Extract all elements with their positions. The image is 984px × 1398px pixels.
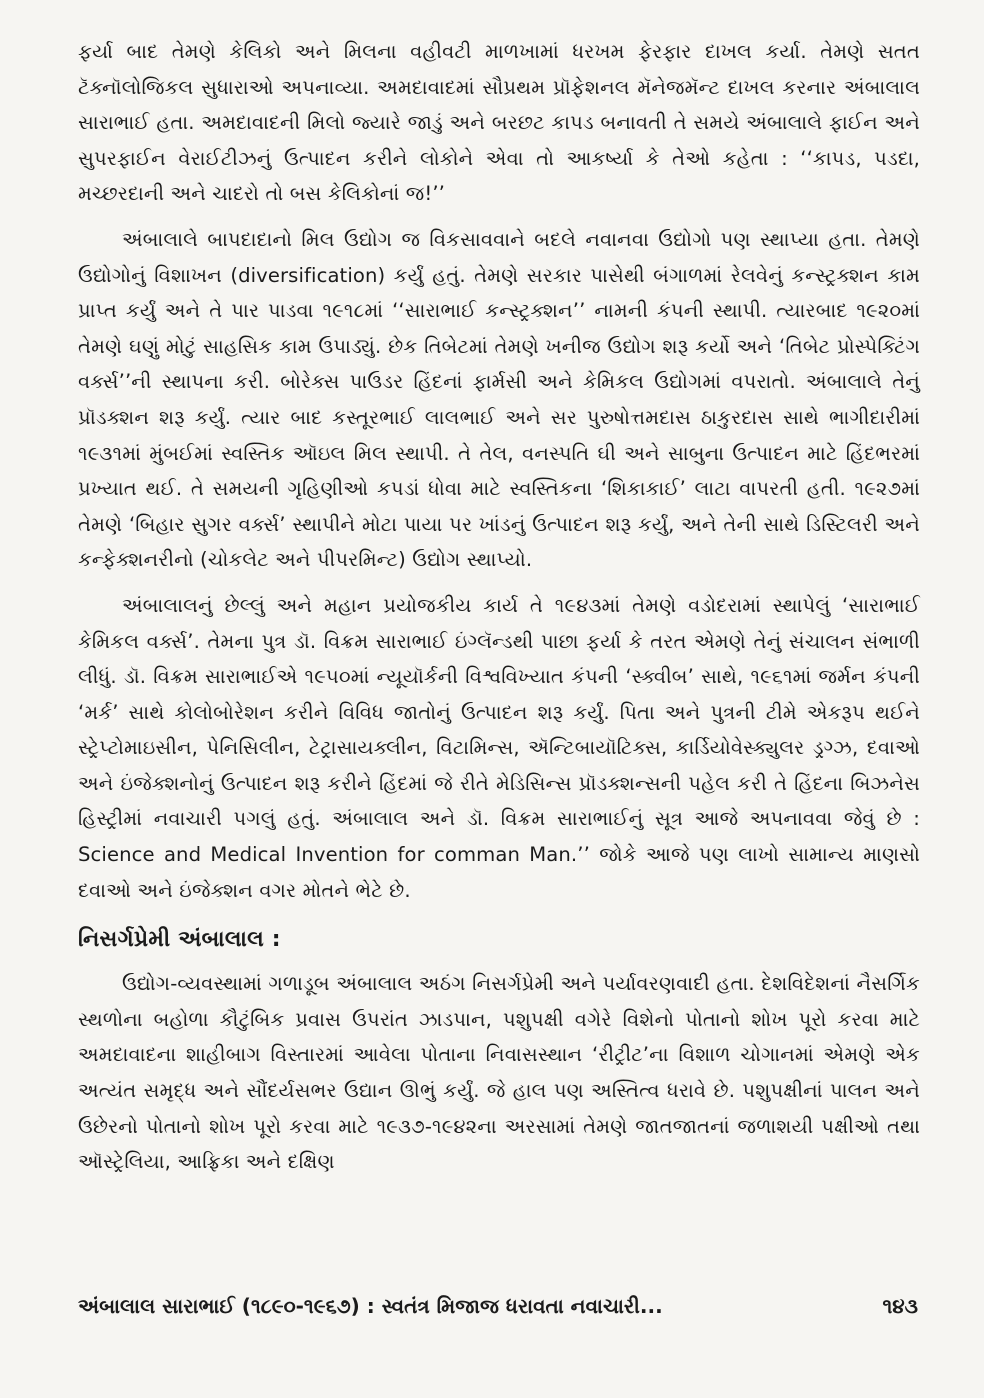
section-heading: નિસર્ગપ્રેમી અંબાલાલ : [78, 927, 281, 953]
paragraph-sarabhai-chemicals: અંબાલાલનું છેલ્લું અને મહાન પ્રયોજકીય કાર્ય તે ૧૯૪૩માં તેમણે વડોદરામાં સ્થાપેલું ‘સારાભાઈ કેમિકલ વર્ક્સ’. તેમના પુત્ર ડૉ. વિક્રમ સારાભાઈ ઇંગ્લૅન્ડથી પાછા ફર્યા કે તરત એમણે તેનું સંચાલન સંભાળી લીધું. ડૉ. વિક્રમ સારાભાઈએ ૧૯૫૦માં ન્યૂયૉર્કની વિશ્વવિખ્યાત કંપની ‘સ્ક્વીબ’ સાથે, ૧૯૬૧માં જર્મન કંપની ‘મર્ક’ સાથે કોલોબોરેશન કરીને વિવિધ જાતોનું ઉત્પાદન શરૂ કર્યું. પિતા અને પુત્રની ટીમે એકરૂપ થઈને સ્ટ્રેપ્ટોમાઇસીન, પેનિસિલીન, ટેટ્રાસાયક્લીન, વિટામિન્સ, ઍન્ટિબાયૉટિક્સ, કાર્ડિયોવેસ્ક્યુલર ડ્રગ્ઝ, દવાઓ અને ઇંજેક્શનોનું ઉત્પાદન શરૂ કરીને હિંદમાં જે રીતે મેડિસિન્સ પ્રૉડક્શન્સની પહેલ કરી તે હિંદના બિઝનેસ હિસ્ટ્રીમાં નવાચારી પગલું હતું. અંબાલાલ અને ડૉ. વિક્રમ સારાભાઈનું સૂત્ર આજે અપનાવવા જેવું છે : Science and Medical Invention for comman Man.’’ જોકે આજે પણ લાખો સામાન્ય માણસો દવાઓ અને ઇંજેક્શન વગર મોતને ભેટે છે. [78, 593, 920, 902]
paragraph-calico-reforms: ફર્યા બાદ તેમણે કેલિકો અને મિલના વહીવટી માળખામાં ધરખમ ફેરફાર દાખલ કર્યા. તેમણે સતત ટૅક્નૉલોજિકલ સુધારાઓ અપનાવ્યા. અમદાવાદમાં સૌપ્રથમ પ્રૉફેશનલ મૅનેજમૅન્ટ દાખલ કરનાર અંબાલાલ સારાભાઈ હતા. અમદાવાદની મિલો જ્યારે જાડું અને બરછટ કાપડ બનાવતી તે સમયે અંબાલાલે ફાઈન અને સુપરફાઈન વેરાઈટીઝનું ઉત્પાદન કરીને લોકોને એવા તો આકર્ષ્યા કે તેઓ કહેતા : ‘‘કાપડ, પડદા, મચ્છરદાની અને ચાદરો તો બસ કેલિકોનાં જ!’’ [78, 40, 920, 206]
running-title: અંબાલાલ સારાભાઈ (૧૮૯૦-૧૯૬૭) : સ્વતંત્ર મિજાજ ધરાવતા નવાચારી... [78, 1294, 663, 1318]
page-number: ૧૪૩ [882, 1294, 918, 1318]
paragraph-nature-lover: ઉદ્યોગ-વ્યવસ્થામાં ગળાડૂબ અંબાલાલ અઠંગ નિસર્ગપ્રેમી અને પર્યાવરણવાદી હતા. દેશવિદેશનાં નૈસર્ગિક સ્થળોના બહોળા કૌટુંબિક પ્રવાસ ઉપરાંત ઝાડપાન, પશુપક્ષી વગેરે વિશેનો પોતાનો શોખ પૂરો કરવા માટે અમદાવાદના શાહીબાગ વિસ્તારમાં આવેલા પોતાના નિવાસસ્થાન ‘રીટ્રીટ’ના વિશાળ ચોગાનમાં એમણે એક અત્યંત સમૃદ્ધ અને સૌંદર્યસભર ઉદ્યાન ઊભું કર્યું. જે હાલ પણ અસ્તિત્વ ધરાવે છે. પશુપક્ષીનાં પાલન અને ઉછેરનો પોતાનો શોખ પૂરો કરવા માટે ૧૯૩૭-૧૯૪૨ના અરસામાં તેમણે જાતજાતનાં જળાશયી પક્ષીઓ તથા ઑસ્ટ્રેલિયા, આફ્રિકા અને દક્ષિણ [78, 972, 920, 1174]
page-footer [78, 1286, 920, 1326]
page-body [78, 34, 920, 1374]
paragraph-industry-diversification: અંબાલાલે બાપદાદાનો મિલ ઉદ્યોગ જ વિકસાવવાને બદલે નવાનવા ઉદ્યોગો પણ સ્થાપ્યા હતા. તેમણે ઉદ્યોગોનું વિશાખન (diversification) કર્યું હતું. તેમણે સરકાર પાસેથી બંગાળમાં રેલવેનું કન્સ્ટ્રક્શન કામ પ્રાપ્ત કર્યું અને તે પાર પાડવા ૧૯૧૮માં ‘‘સારાભાઈ કન્સ્ટ્રક્શન’’ નામની કંપની સ્થાપી. ત્યારબાદ ૧૯૨૦માં તેમણે ઘણું મોટું સાહસિક કામ ઉપાડ્યું. છેક તિબેટમાં તેમણે ખનીજ ઉદ્યોગ શરૂ કર્યો અને ‘તિબેટ પ્રોસ્પેક્ટિંગ વર્ક્સ’’ની સ્થાપના કરી. બોરેક્સ પાઉડર હિંદનાં ફાર્મસી અને કેમિકલ ઉદ્યોગમાં વપરાતો. અંબાલાલે તેનું પ્રૉડક્શન શરૂ કર્યું. ત્યાર બાદ કસ્તૂરભાઈ લાલભાઈ અને સર પુરુષોત્તમદાસ ઠાકુરદાસ સાથે ભાગીદારીમાં ૧૯૩૧માં મુંબઈમાં સ્વસ્તિક ઑઇલ મિલ સ્થાપી. તે તેલ, વનસ્પતિ ઘી અને સાબુના ઉત્પાદન માટે હિંદભરમાં પ્રખ્યાત થઈ. તે સમયની ગૃહિણીઓ કપડાં ધોવા માટે સ્વસ્તિકના ‘શિકાકાઈ’ લાટા વાપરતી હતી. ૧૯૨૭માં તેમણે ‘બિહાર સુગર વર્ક્સ’ સ્થાપીને મોટા પાયા પર ખાંડનું ઉત્પાદન શરૂ કર્યું, અને તેની સાથે ડિસ્ટિલરી અને કન્ફેક્શનરીનો (ચોકલેટ અને પીપરમિન્ટ) ઉદ્યોગ સ્થાપ્યો. [78, 227, 920, 572]
